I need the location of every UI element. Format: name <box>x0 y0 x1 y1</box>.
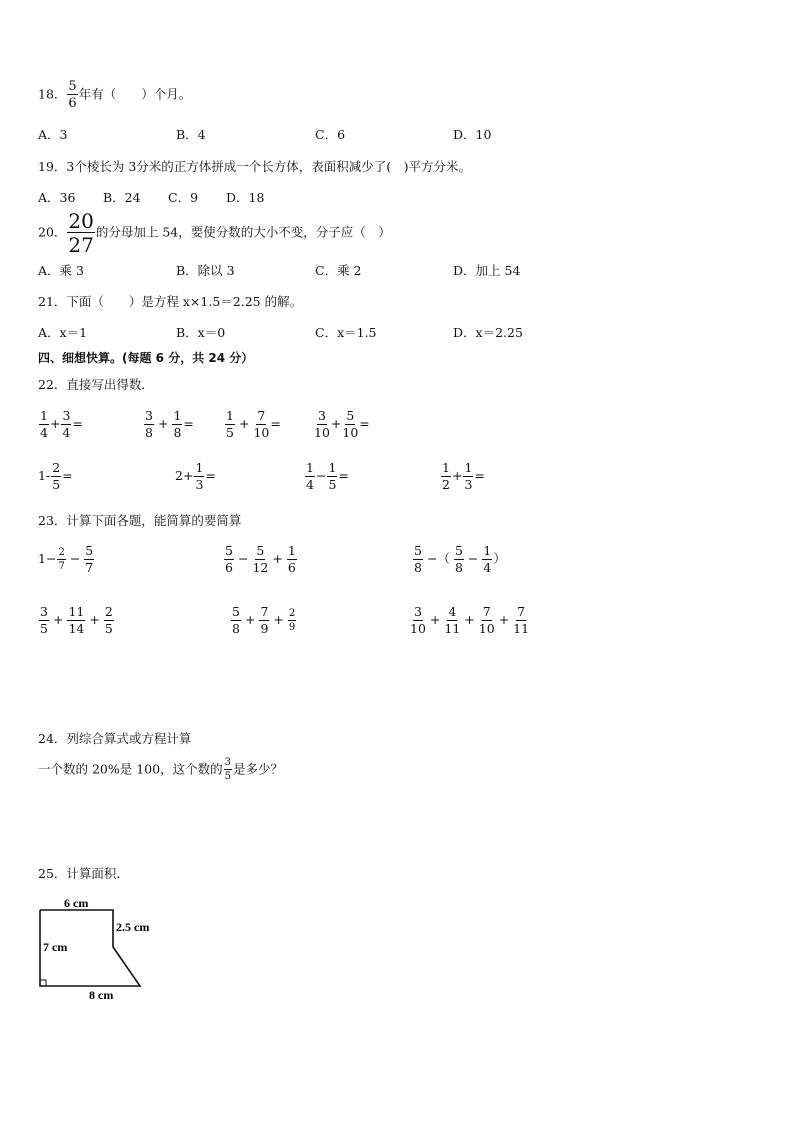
question-20-number: 20． <box>38 224 67 240</box>
fraction: $\frac{5}{6}$ <box>68 79 77 111</box>
question-24-title: 24．列综合算式或方程计算 <box>38 731 192 746</box>
expression: 1- $\frac{2}{5}$ = <box>38 460 73 492</box>
expression: $\frac{5}{6}$ − $\frac{5}{12}$ + $\frac{1}{6}$ <box>225 543 296 575</box>
q18-option-a[interactable]: A．3 <box>38 127 68 142</box>
question-19: 19．3个棱长为 3分米的正方体拼成一个长方体，表面积减少了( )平方分米。 <box>38 159 472 174</box>
trapezoid-figure <box>30 893 170 1003</box>
question-21: 21．下面（ ）是方程 x×1.5＝2.25 的解。 <box>38 294 303 309</box>
question-20-text: 的分母加上 54，要使分数的大小不变，分子应（ ） <box>95 224 391 240</box>
q18-option-b[interactable]: B．4 <box>176 127 206 142</box>
question-20 <box>38 211 391 255</box>
q21-option-b[interactable]: B．x＝0 <box>176 325 226 340</box>
q21-option-a[interactable]: A．x＝1 <box>38 325 88 340</box>
question-18-text: 年有（ ）个月。 <box>78 86 192 102</box>
q18-option-c[interactable]: C．6 <box>315 127 346 142</box>
q19-option-b[interactable]: B．24 <box>103 190 141 205</box>
expression: $\frac{1}{4}$ + $\frac{3}{4}$ = <box>40 408 83 440</box>
question-22: 22．直接写出得数． <box>38 377 154 392</box>
question-25-title: 25．计算面积． <box>38 866 129 881</box>
label-right: 2.5 cm <box>116 920 150 934</box>
expression: $\frac{1}{4}$ − $\frac{1}{5}$ = <box>306 460 349 492</box>
fraction: $\frac{20}{27}$ <box>68 209 94 257</box>
expression: $\frac{3}{5}$ + $\frac{11}{14}$ + $\frac{2}{5}$ <box>40 604 113 636</box>
q20-option-c[interactable]: C．乘 2 <box>315 263 362 278</box>
expression: $\frac{3}{8}$ + $\frac{1}{8}$ = <box>145 408 194 440</box>
q20-option-d[interactable]: D．加上 54 <box>453 263 521 278</box>
expression: $\frac{3}{10}$ + $\frac{5}{10}$ = <box>314 408 370 440</box>
q19-option-a[interactable]: A．36 <box>38 190 76 205</box>
label-left: 7 cm <box>43 940 68 954</box>
section-heading: 四、细想快算。(每题 6 分，共 24 分） <box>38 351 254 365</box>
q20-option-b[interactable]: B．除以 3 <box>176 263 235 278</box>
q21-option-d[interactable]: D．x＝2.25 <box>453 325 523 340</box>
expression: $\frac{5}{8}$ + $\frac{7}{9}$ + $\frac{2}{9}$ <box>232 604 296 636</box>
q19-option-c[interactable]: C．9 <box>168 190 199 205</box>
expression: $\frac{5}{8}$ −（ $\frac{5}{8}$ − $\frac{1}{4}$ ） <box>414 543 506 575</box>
question-24-text: 一个数的 20%是 100，这个数的 $\frac{3}{5}$ 是多少？ <box>38 757 283 782</box>
question-23: 23．计算下面各题，能简算的要简算 <box>38 513 242 528</box>
expression: 2+ $\frac{1}{3}$ = <box>175 460 216 492</box>
question-18 <box>38 80 191 110</box>
q18-option-d[interactable]: D．10 <box>453 127 492 142</box>
expression: $\frac{1}{2}$ + $\frac{1}{3}$ = <box>442 460 485 492</box>
q19-option-d[interactable]: D．18 <box>226 190 265 205</box>
expression: $\frac{1}{5}$ + $\frac{7}{10}$ = <box>226 408 281 440</box>
right-angle-mark <box>40 980 46 986</box>
expression: 1− $\frac{2}{7}$ − $\frac{5}{7}$ <box>38 543 94 575</box>
label-top: 6 cm <box>64 896 89 910</box>
q20-option-a[interactable]: A．乘 3 <box>38 263 84 278</box>
q21-option-c[interactable]: C．x＝1.5 <box>315 325 377 340</box>
label-bottom: 8 cm <box>89 988 114 1002</box>
question-18-number: 18． <box>38 86 67 102</box>
expression: $\frac{3}{10}$ + $\frac{4}{11}$ + $\frac{7}{10}$ + $\frac{7}{11}$ <box>410 604 530 636</box>
